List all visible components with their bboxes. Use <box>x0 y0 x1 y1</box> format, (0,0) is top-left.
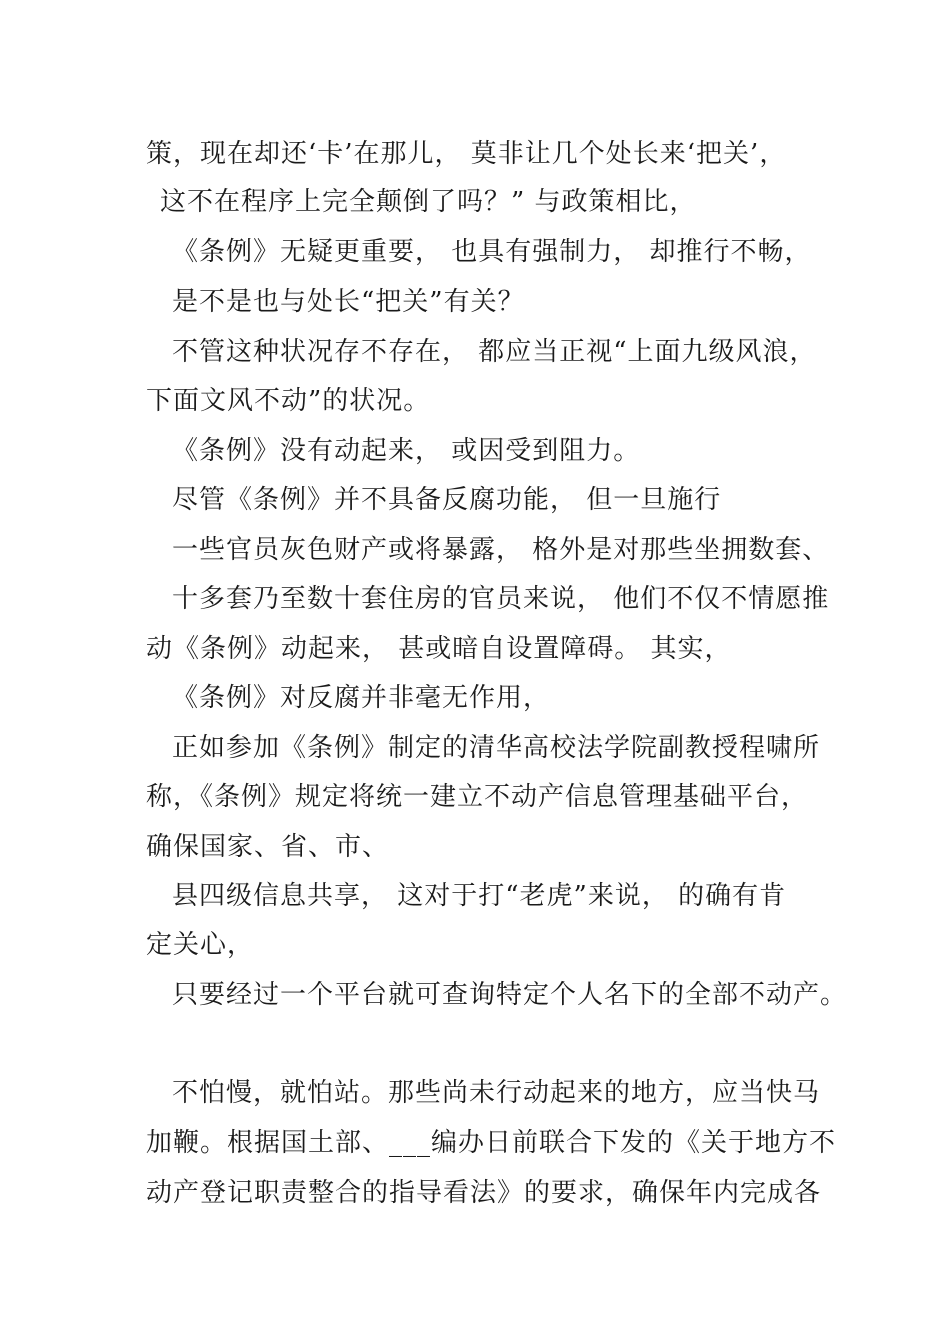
text-line: 《条例》无疑更重要， 也具有强制力， 却推行不畅， <box>172 237 812 267</box>
text-line: 动《条例》动起来， 甚或暗自设置障碍。 其实， <box>146 634 732 664</box>
text-line: 县四级信息共享， 这对于打“老虎”来说， 的确有肯 <box>172 881 787 911</box>
text-line: 下面文风不动”的状况。 <box>146 386 431 416</box>
text-line: 动产登记职责整合的指导看法》的要求，确保年内完成各 <box>146 1178 822 1208</box>
text-line: 这不在程序上完全颠倒了吗？” 与政策相比， <box>160 187 697 217</box>
text-line: 尽管《条例》并不具备反腐功能， 但一旦施行 <box>172 485 722 515</box>
text-line: 不管这种状况存不存在， 都应当正视“上面九级风浪， <box>172 337 817 367</box>
text-line: 是不是也与处长“把关”有关？ <box>172 287 525 317</box>
text-line: 确保国家、省、市、 <box>146 832 390 862</box>
text-line: 策，现在却还‘卡’在那儿， 莫非让几个处长来‘把关’， <box>146 139 787 169</box>
text-line: 加鞭。根据国土部、___编办日前联合下发的《关于地方不 <box>146 1128 837 1158</box>
text-line: 《条例》没有动起来， 或因受到阻力。 <box>172 436 641 466</box>
text-line: 正如参加《条例》制定的清华高校法学院副教授程啸所 <box>172 733 821 763</box>
text-line: 不怕慢，就怕站。那些尚未行动起来的地方，应当快马 <box>172 1078 821 1108</box>
text-line: 称，《条例》规定将统一建立不动产信息管理基础平台， <box>146 782 809 812</box>
text-line: 一些官员灰色财产或将暴露， 格外是对那些坐拥数套、 <box>172 535 830 565</box>
text-line: 定关心， <box>146 930 255 960</box>
text-line: 《条例》对反腐并非毫无作用， <box>172 683 551 713</box>
text-line: 十多套乃至数十套住房的官员来说， 他们不仅不情愿推 <box>172 584 830 614</box>
text-line: 只要经过一个平台就可查询特定个人名下的全部不动产。 <box>172 980 848 1010</box>
